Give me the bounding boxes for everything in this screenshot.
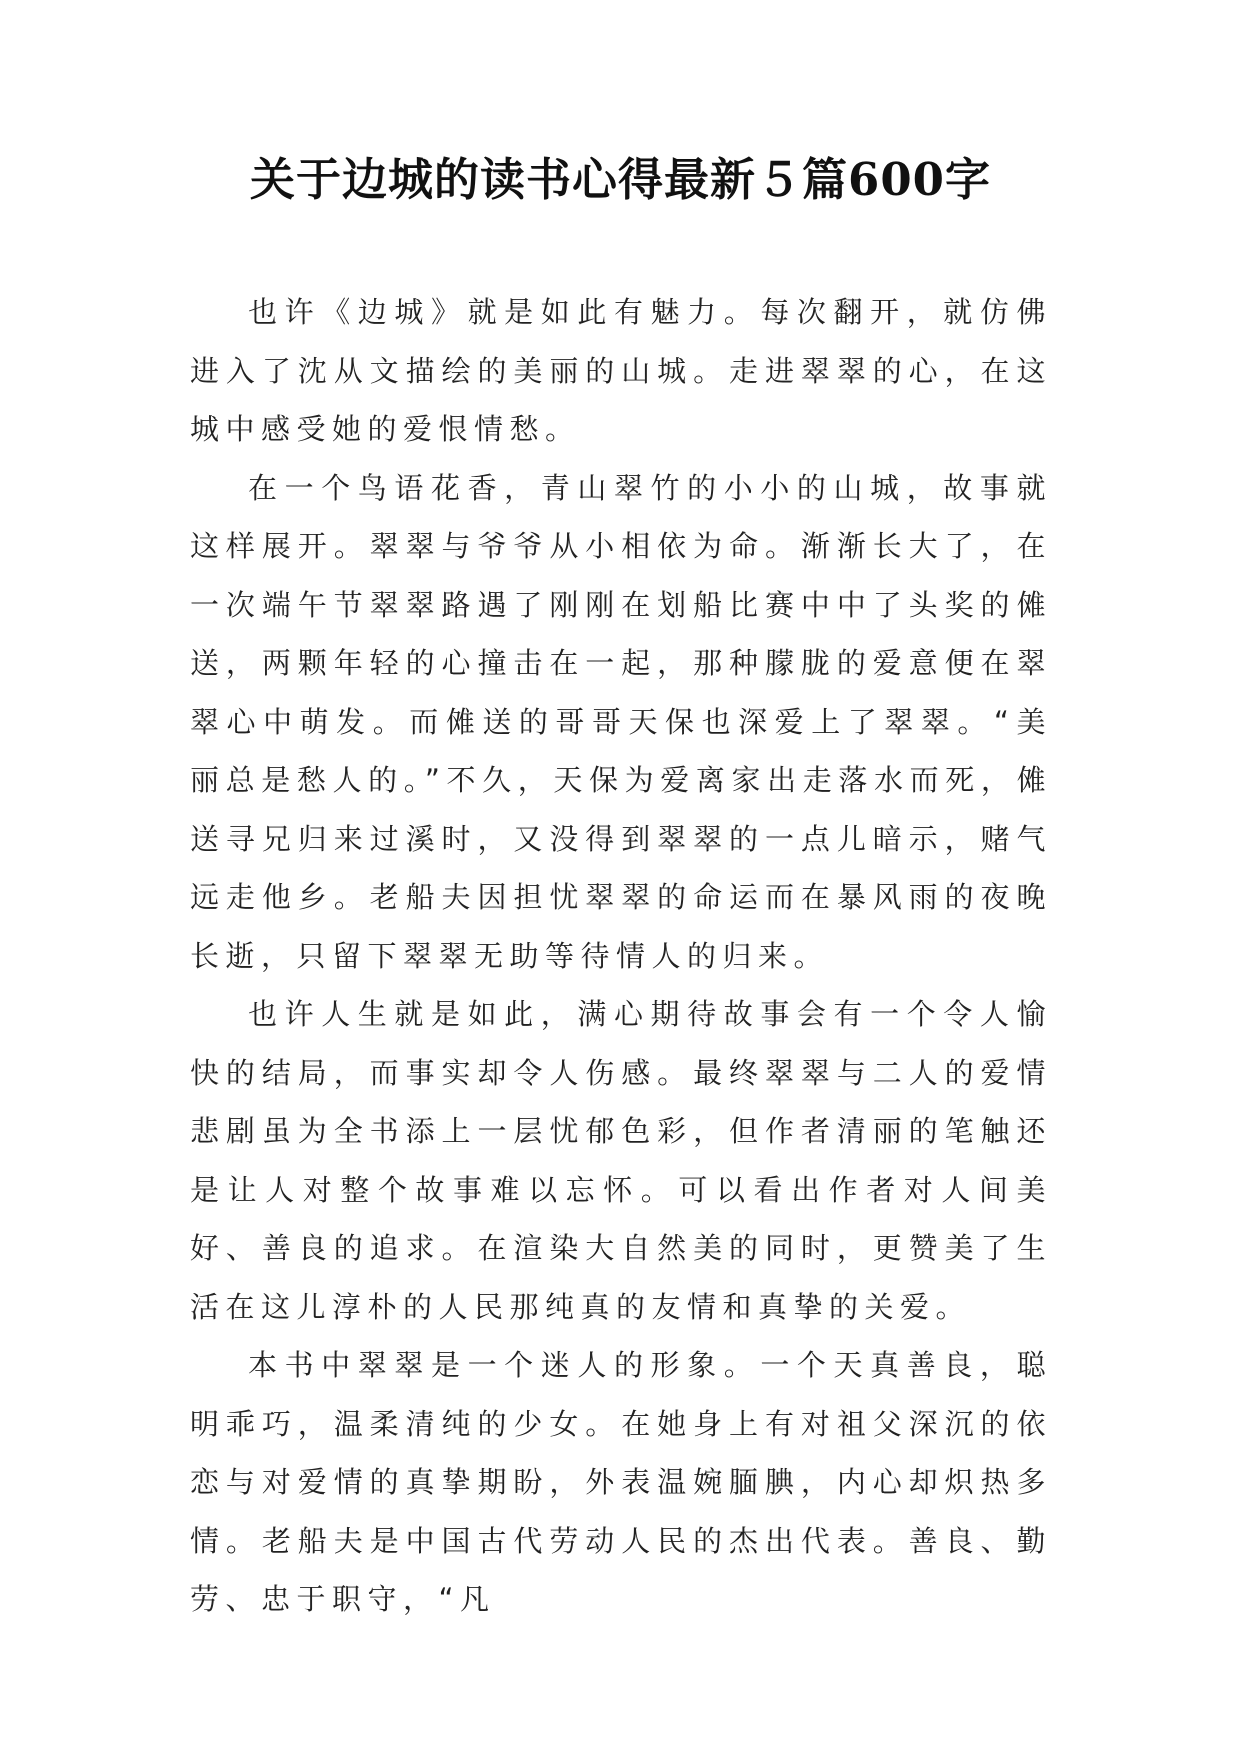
- document-title: 关于边城的读书心得最新５篇600字: [250, 153, 991, 206]
- paragraph: 本书中翠翠是一个迷人的形象。一个天真善良，聪明乖巧，温柔清纯的少女。在她身上有对祖父深沉的依恋与对爱情的真挚期盼，外表温婉腼腆，内心却炽热多情。老船夫是中国古代劳动人民的杰出代表。善良、勤劳、忠于职守，“凡: [190, 1348, 1052, 1616]
- paragraph: 也许《边城》就是如此有魅力。每次翻开，就仿佛进入了沈从文描绘的美丽的山城。走进翠翠的心，在这城中感受她的爱恨情愁。: [190, 295, 1052, 446]
- document-body: [190, 283, 1052, 1629]
- paragraph: 也许人生就是如此，满心期待故事会有一个令人愉快的结局，而事实却令人伤感。最终翠翠与二人的爱情悲剧虽为全书添上一层忧郁色彩，但作者清丽的笔触还是让人对整个故事难以忘怀。可以看出作者对人间美好、善良的追求。在渲染大自然美的同时，更赞美了生活在这儿淳朴的人民那纯真的友情和真挚的关爱。: [190, 997, 1052, 1324]
- paragraph: 在一个鸟语花香，青山翠竹的小小的山城，故事就这样展开。翠翠与爷爷从小相依为命。渐渐长大了，在一次端午节翠翠路遇了刚刚在划船比赛中中了头奖的傩送，两颗年轻的心撞击在一起，那种朦胧的爱意便在翠翠心中萌发。而傩送的哥哥天保也深爱上了翠翠。“美丽总是愁人的。”不久，天保为爱离家出走落水而死，傩送寻兄归来过溪时，又没得到翠翠的一点儿暗示，赌气远走他乡。老船夫因担忧翠翠的命运而在暴风雨的夜晚长逝，只留下翠翠无助等待情人的归来。: [190, 470, 1052, 973]
